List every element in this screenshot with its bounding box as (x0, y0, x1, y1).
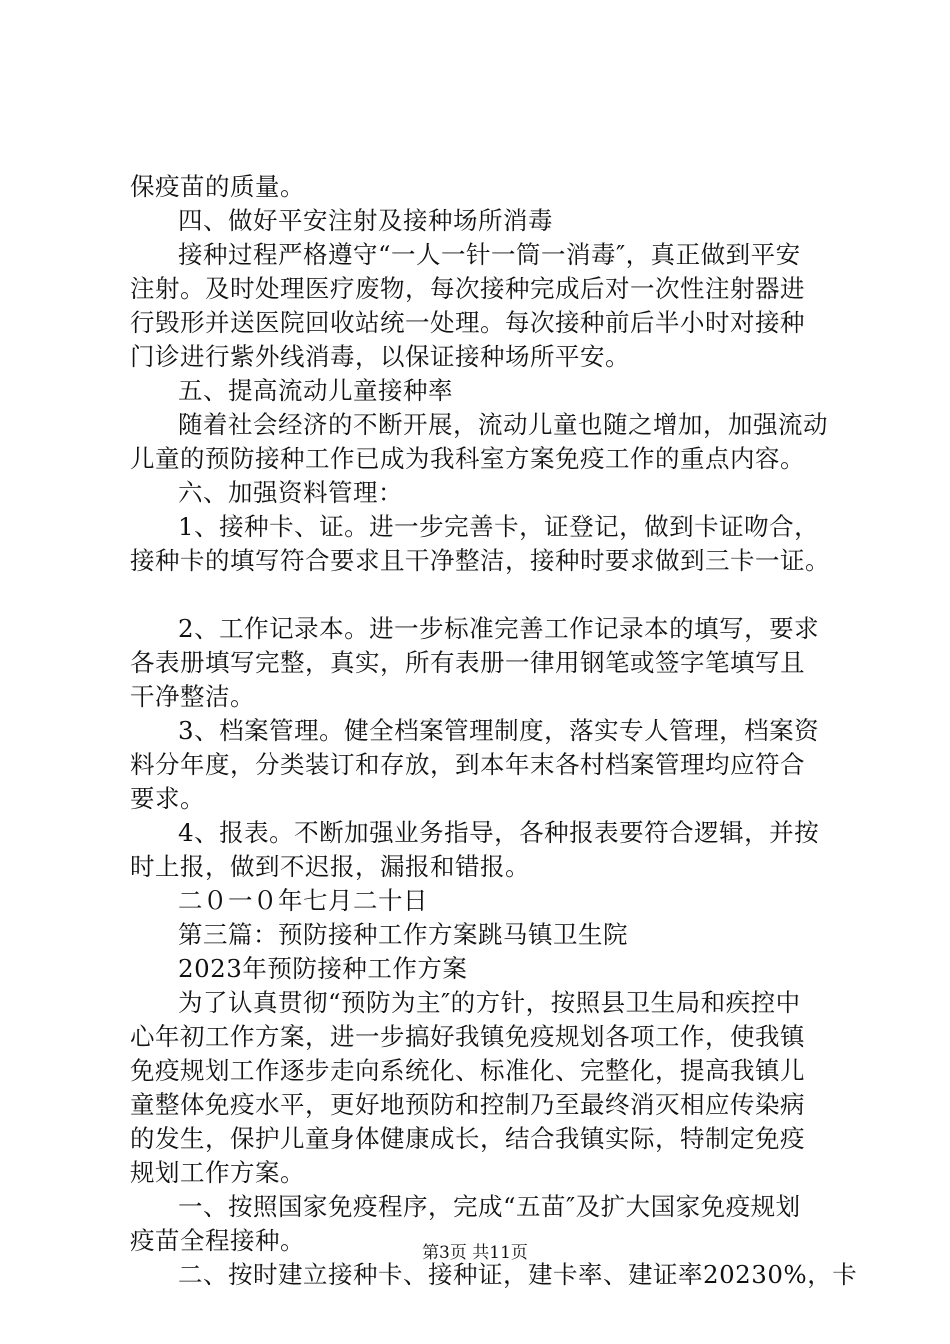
text-line: 2、工作记录本。进一步标准完善工作记录本的填写，要求 (178, 614, 820, 643)
section-heading: 六、加强资料管理： (178, 478, 403, 507)
text-line: 接种过程严格遵守“一人一针一筒一消毒″，真正做到平安 (178, 240, 801, 269)
text-line: 4、报表。不断加强业务指导，各种报表要符合逻辑，并按 (178, 818, 820, 847)
text-line: 疫苗全程接种。 (130, 1226, 305, 1255)
text-line: 保疫苗的质量。 (130, 172, 305, 201)
text-line: 干净整洁。 (130, 682, 255, 711)
text-line: 3、档案管理。健全档案管理制度，落实专人管理，档案资 (178, 716, 820, 745)
chapter-heading: 第三篇：预防接种工作方案跳马镇卫生院 (178, 920, 628, 949)
text-line: 门诊进行紫外线消毒，以保证接种场所平安。 (130, 342, 630, 371)
text-line: 一、按照国家免疫程序，完成“五苗″及扩大国家免疫规划 (178, 1192, 801, 1221)
text-line: 要求。 (130, 784, 205, 813)
page-number-footer: 第3页 共11页 (422, 1243, 528, 1263)
date-line: 二０一０年七月二十日 (178, 886, 428, 915)
text-line: 为了认真贯彻“预防为主″的方针，按照县卫生局和疾控中 (178, 988, 801, 1017)
text-line: 接种卡的填写符合要求且干净整洁，接种时要求做到三卡一证。 (130, 546, 830, 575)
text-line: 各表册填写完整，真实，所有表册一律用钢笔或签字笔填写且 (130, 648, 805, 677)
text-line: 时上报，做到不迟报，漏报和错报。 (130, 852, 530, 881)
text-line: 童整体免疫水平，更好地预防和控制乃至最终消灭相应传染病 (130, 1090, 805, 1119)
text-line: 料分年度，分类装订和存放，到本年末各村档案管理均应符合 (130, 750, 805, 779)
text-line: 1、接种卡、证。进一步完善卡，证登记，做到卡证吻合， (178, 512, 820, 541)
text-line: 随着社会经济的不断开展，流动儿童也随之增加，加强流动 (178, 410, 828, 439)
plan-title: 2023年预防接种工作方案 (178, 954, 468, 983)
text-line: 免疫规划工作逐步走向系统化、标准化、完整化，提高我镇儿 (130, 1056, 805, 1085)
section-heading: 五、提高流动儿童接种率 (178, 376, 453, 405)
text-line: 规划工作方案。 (130, 1158, 305, 1187)
text-line: 行毁形并送医院回收站统一处理。每次接种前后半小时对接种 (130, 308, 805, 337)
text-line: 二、按时建立接种卡、接种证，建卡率、建证率20230%，卡 (178, 1260, 858, 1289)
text-line: 注射。及时处理医疗废物，每次接种完成后对一次性注射器进 (130, 274, 805, 303)
section-heading: 四、做好平安注射及接种场所消毒 (178, 206, 553, 235)
text-line: 心年初工作方案，进一步搞好我镇免疫规划各项工作，使我镇 (130, 1022, 805, 1051)
text-line: 的发生，保护儿童身体健康成长，结合我镇实际，特制定免疫 (130, 1124, 805, 1153)
text-line: 儿童的预防接种工作已成为我科室方案免疫工作的重点内容。 (130, 444, 805, 473)
